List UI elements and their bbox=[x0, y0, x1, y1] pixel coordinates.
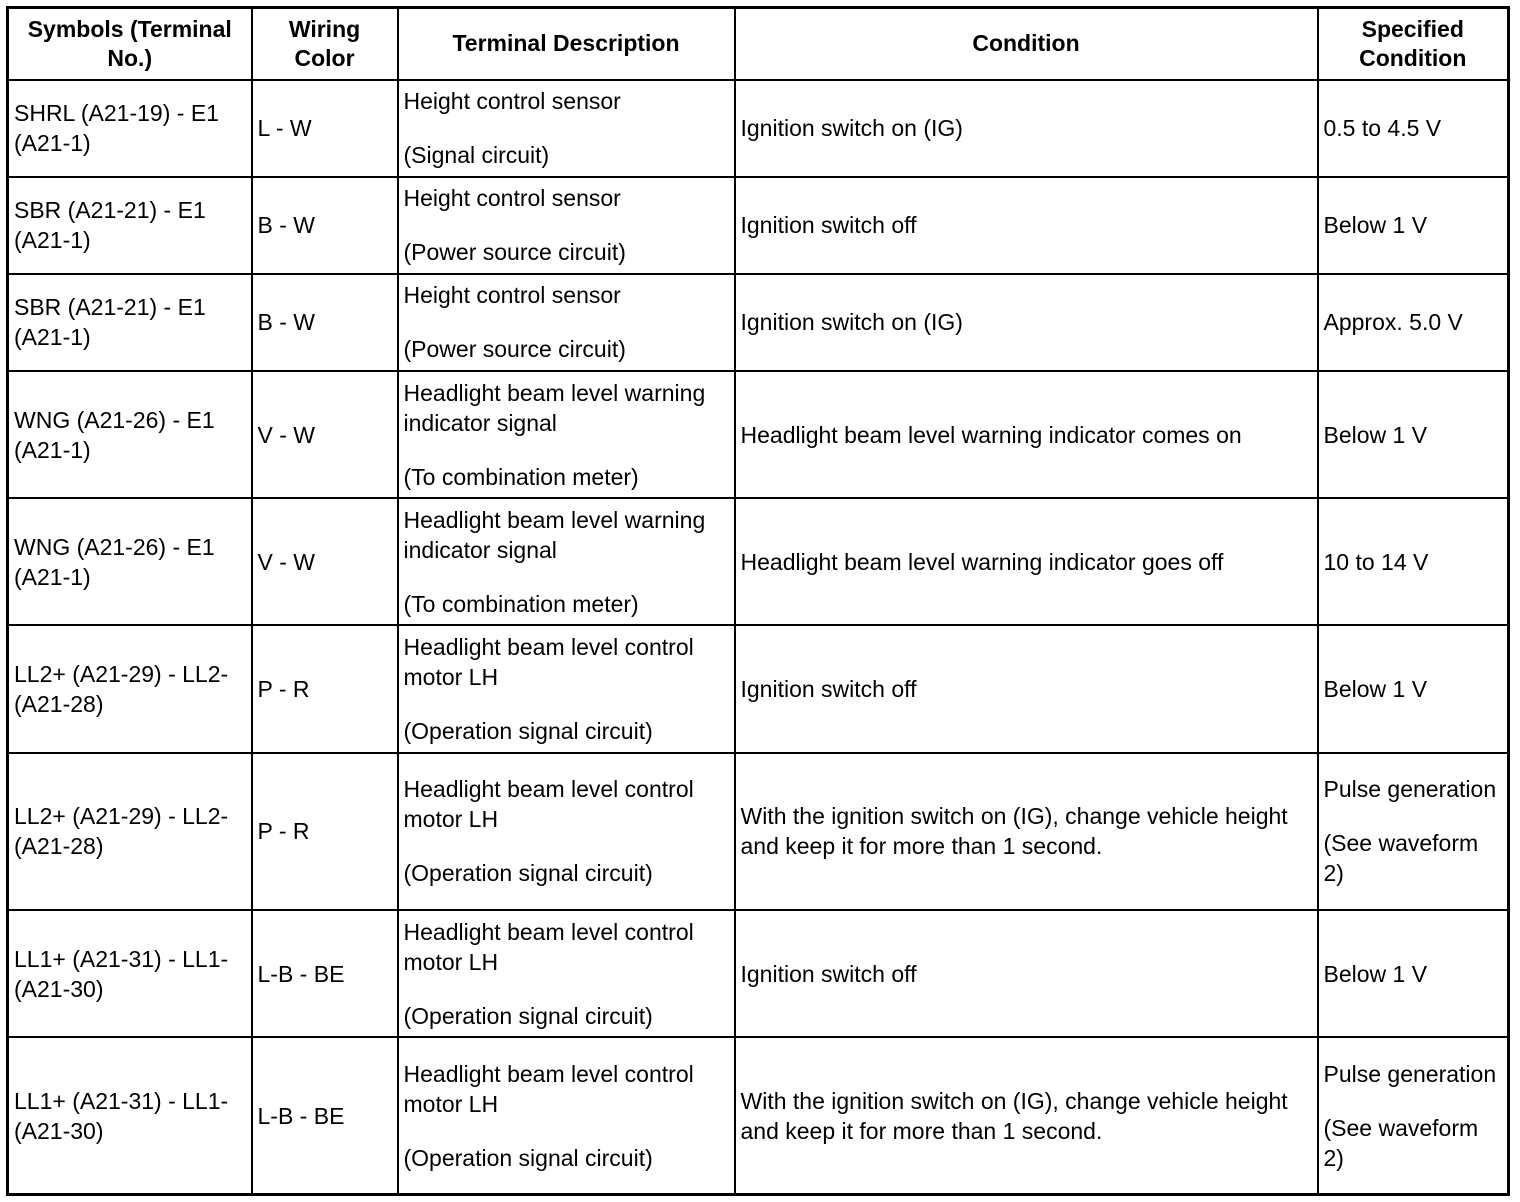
spec-text: Below 1 V bbox=[1323, 960, 1428, 987]
description-text: Headlight beam level warning indicator signal bbox=[403, 379, 706, 436]
table-row bbox=[8, 371, 1509, 498]
symbol-cell: SHRL (A21-19) - E1 (A21-1) bbox=[8, 80, 252, 177]
description-cell bbox=[398, 274, 735, 371]
condition-cell: Ignition switch on (IG) bbox=[735, 80, 1318, 177]
table-row bbox=[8, 1037, 1509, 1194]
header-wiring-color: Wiring Color bbox=[252, 8, 398, 80]
description-text: Headlight beam level warning indicator signal bbox=[403, 506, 706, 563]
spec-cell bbox=[1318, 625, 1509, 752]
description-text: Headlight beam level control motor LH bbox=[403, 634, 694, 691]
symbol-cell: WNG (A21-26) - E1 (A21-1) bbox=[8, 498, 252, 625]
table-row bbox=[8, 753, 1509, 910]
description-note: (Signal circuit) bbox=[403, 142, 550, 169]
header-symbols: Symbols (Terminal No.) bbox=[8, 8, 252, 80]
description-text: Height control sensor bbox=[403, 185, 621, 212]
table-row bbox=[8, 274, 1509, 371]
condition-cell: With the ignition switch on (IG), change vehicle height and keep it for more than 1 second. bbox=[735, 753, 1318, 910]
table-row bbox=[8, 910, 1509, 1037]
description-note: (Operation signal circuit) bbox=[403, 1144, 653, 1171]
spec-cell bbox=[1318, 371, 1509, 498]
spec-text: Below 1 V bbox=[1323, 676, 1428, 703]
condition-cell: Ignition switch off bbox=[735, 910, 1318, 1037]
spec-cell bbox=[1318, 177, 1509, 274]
wiring-color-cell: V - W bbox=[252, 371, 398, 498]
spec-text: 10 to 14 V bbox=[1323, 548, 1429, 575]
condition-cell: Ignition switch on (IG) bbox=[735, 274, 1318, 371]
description-text: Headlight beam level control motor LH bbox=[403, 776, 694, 833]
symbol-cell: LL1+ (A21-31) - LL1- (A21-30) bbox=[8, 910, 252, 1037]
description-note: (Operation signal circuit) bbox=[403, 860, 653, 887]
description-cell bbox=[398, 177, 735, 274]
spec-cell bbox=[1318, 498, 1509, 625]
header-condition: Condition bbox=[735, 8, 1318, 80]
description-text: Headlight beam level control motor LH bbox=[403, 1060, 694, 1117]
symbol-cell: WNG (A21-26) - E1 (A21-1) bbox=[8, 371, 252, 498]
description-note: (Power source circuit) bbox=[403, 336, 626, 363]
description-cell bbox=[398, 625, 735, 752]
description-cell bbox=[398, 1037, 735, 1194]
spec-cell bbox=[1318, 753, 1509, 910]
wiring-color-cell: P - R bbox=[252, 625, 398, 752]
spec-cell bbox=[1318, 910, 1509, 1037]
spec-text: 0.5 to 4.5 V bbox=[1323, 115, 1442, 142]
spec-note: (See waveform 2) bbox=[1323, 830, 1479, 887]
description-note: (To combination meter) bbox=[403, 590, 639, 617]
condition-cell: With the ignition switch on (IG), change vehicle height and keep it for more than 1 second. bbox=[735, 1037, 1318, 1194]
wiring-color-cell: B - W bbox=[252, 177, 398, 274]
condition-cell: Headlight beam level warning indicator comes on bbox=[735, 371, 1318, 498]
spec-note: (See waveform 2) bbox=[1323, 1114, 1479, 1171]
description-note: (To combination meter) bbox=[403, 463, 639, 490]
condition-cell: Ignition switch off bbox=[735, 177, 1318, 274]
description-note: (Operation signal circuit) bbox=[403, 1002, 653, 1029]
description-cell bbox=[398, 498, 735, 625]
description-note: (Power source circuit) bbox=[403, 239, 626, 266]
description-cell bbox=[398, 80, 735, 177]
description-text: Headlight beam level control motor LH bbox=[403, 918, 694, 975]
spec-cell bbox=[1318, 80, 1509, 177]
header-row bbox=[8, 8, 1509, 80]
table-row bbox=[8, 80, 1509, 177]
wiring-color-cell: B - W bbox=[252, 274, 398, 371]
description-note: (Operation signal circuit) bbox=[403, 718, 653, 745]
table-row bbox=[8, 177, 1509, 274]
condition-cell: Ignition switch off bbox=[735, 625, 1318, 752]
description-text: Height control sensor bbox=[403, 282, 621, 309]
symbol-cell: LL1+ (A21-31) - LL1- (A21-30) bbox=[8, 1037, 252, 1194]
spec-text: Pulse generation bbox=[1323, 776, 1497, 803]
spec-cell bbox=[1318, 1037, 1509, 1194]
wiring-color-cell: L-B - BE bbox=[252, 1037, 398, 1194]
symbol-cell: SBR (A21-21) - E1 (A21-1) bbox=[8, 177, 252, 274]
description-cell bbox=[398, 753, 735, 910]
spec-cell bbox=[1318, 274, 1509, 371]
symbol-cell: LL2+ (A21-29) - LL2- (A21-28) bbox=[8, 753, 252, 910]
symbol-cell: SBR (A21-21) - E1 (A21-1) bbox=[8, 274, 252, 371]
symbol-cell: LL2+ (A21-29) - LL2- (A21-28) bbox=[8, 625, 252, 752]
wiring-color-cell: P - R bbox=[252, 753, 398, 910]
spec-text: Pulse generation bbox=[1323, 1060, 1497, 1087]
spec-text: Approx. 5.0 V bbox=[1323, 309, 1463, 336]
description-text: Height control sensor bbox=[403, 88, 621, 115]
spec-text: Below 1 V bbox=[1323, 421, 1428, 448]
wiring-color-cell: V - W bbox=[252, 498, 398, 625]
description-cell bbox=[398, 910, 735, 1037]
condition-cell: Headlight beam level warning indicator goes off bbox=[735, 498, 1318, 625]
wiring-color-cell: L-B - BE bbox=[252, 910, 398, 1037]
header-specified-condition: Specified Condition bbox=[1318, 8, 1509, 80]
wiring-color-cell: L - W bbox=[252, 80, 398, 177]
terminal-table bbox=[6, 6, 1510, 1196]
header-terminal-description: Terminal Description bbox=[398, 8, 735, 80]
description-cell bbox=[398, 371, 735, 498]
spec-text: Below 1 V bbox=[1323, 212, 1428, 239]
table-row bbox=[8, 498, 1509, 625]
table-row bbox=[8, 625, 1509, 752]
